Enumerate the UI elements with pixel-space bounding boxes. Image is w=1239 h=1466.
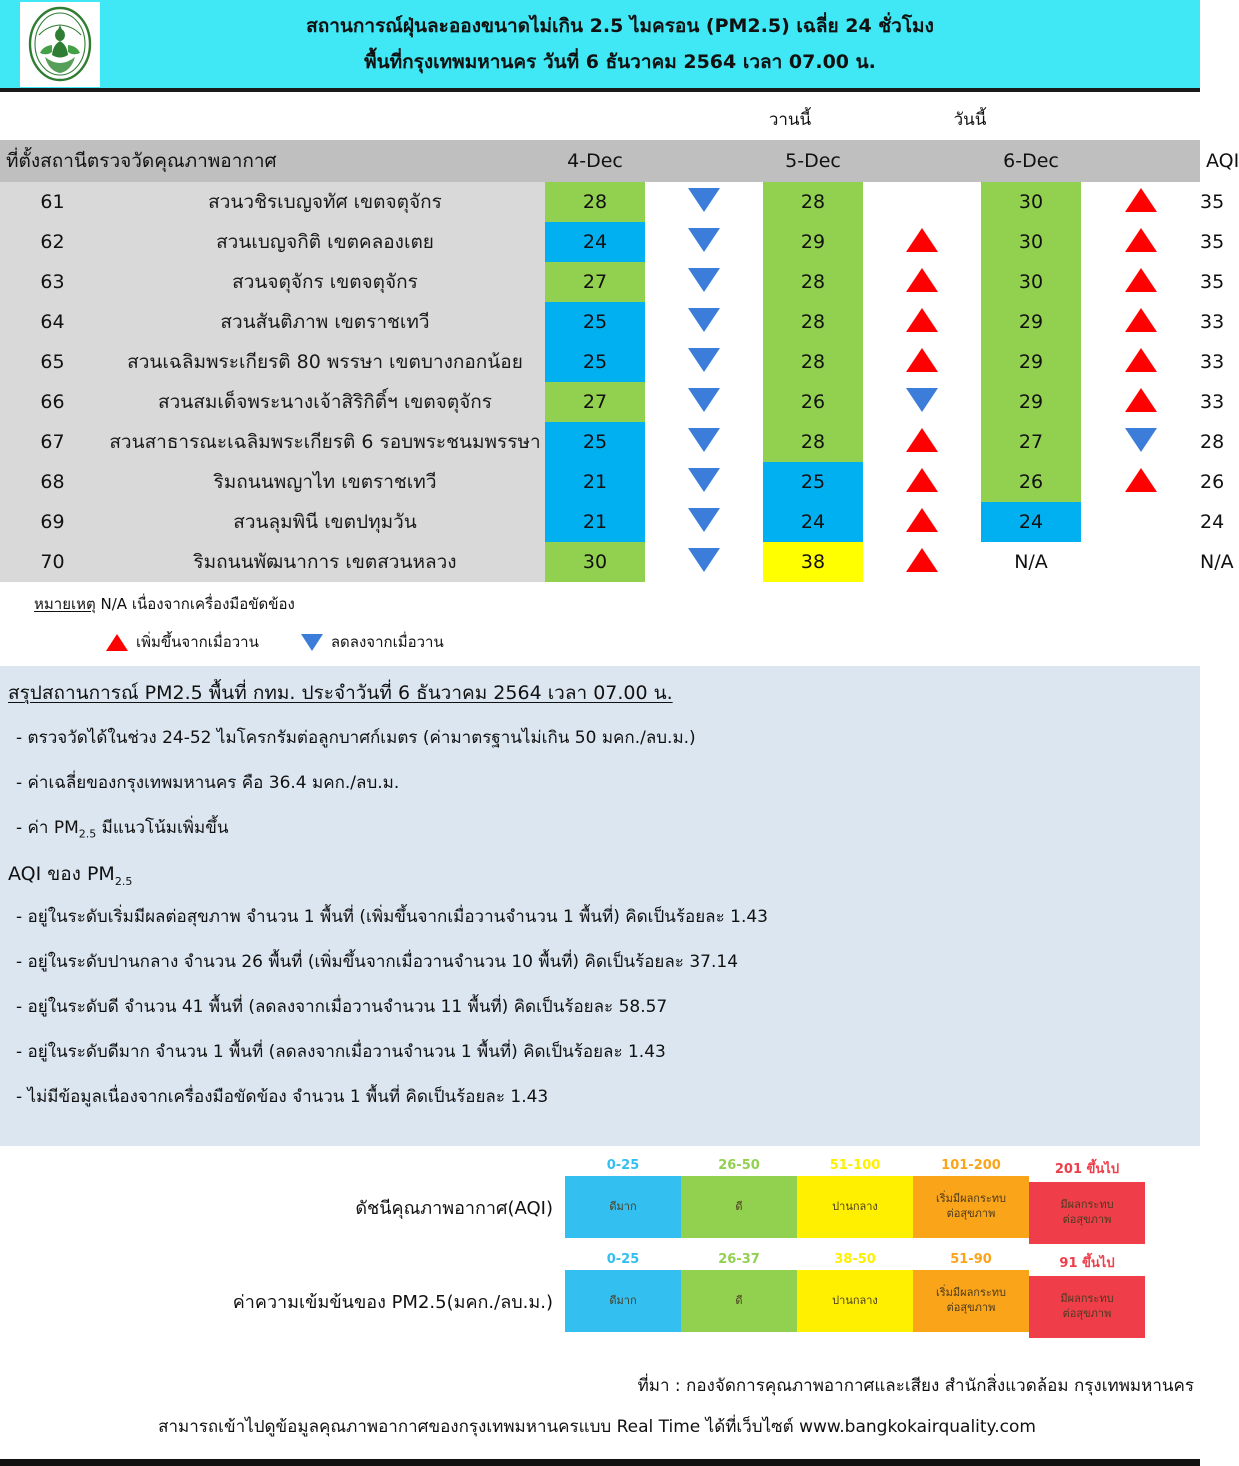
station-name: สวนเบญจกิติ เขตคลองเตย	[105, 222, 545, 262]
station-name: สวนสันติภาพ เขตราชเทวี	[105, 302, 545, 342]
trend-5to6dec	[863, 342, 981, 382]
down-arrow-icon	[688, 348, 720, 372]
trend-aqi	[1081, 502, 1200, 542]
legend-swatch	[797, 1270, 913, 1332]
trend-5to6dec	[863, 222, 981, 262]
legend-level-label: ดีมาก	[609, 1293, 637, 1307]
value-4dec: 28	[545, 182, 645, 222]
legend-swatch	[681, 1176, 797, 1238]
value-5dec: 38	[763, 542, 863, 582]
value-5dec: 24	[763, 502, 863, 542]
legend-level-label: ดี	[735, 1199, 743, 1213]
table-notes	[0, 582, 1200, 658]
legend-scale-aqi	[565, 1158, 1145, 1244]
table-row: 68 ริมถนนพญาไท เขตราชเทวี 21 25 26 26	[0, 462, 1200, 502]
trend-aqi	[1081, 302, 1200, 342]
legend-label-pm25: ค่าความเข้มข้นของ PM2.5(มคก./ลบ.ม.)	[232, 1292, 553, 1313]
legend-swatch	[565, 1270, 681, 1332]
legend-range-label: 0-25	[606, 1158, 640, 1173]
trend-aqi	[1081, 422, 1200, 462]
header-title-line1: สถานการณ์ฝุ่นละอองขนาดไม่เกิน 2.5 ไมครอน (PM2.5) เฉลี่ย 24 ชั่วโมง	[306, 14, 934, 37]
station-measurements-table	[0, 140, 1239, 582]
down-arrow-icon	[688, 468, 720, 492]
value-6dec: 29	[981, 342, 1081, 382]
legend-range-label: 51-90	[950, 1252, 992, 1267]
trend-aqi	[1081, 262, 1200, 302]
legend-cell	[681, 1158, 797, 1244]
value-5dec: 28	[763, 262, 863, 302]
value-5dec: 25	[763, 462, 863, 502]
day-label-row	[0, 92, 1200, 140]
value-6dec: 30	[981, 262, 1081, 302]
column-header-arrow-2	[863, 140, 981, 182]
trend-4to5dec	[645, 502, 763, 542]
value-5dec: 28	[763, 422, 863, 462]
legend-label-aqi: ดัชนีคุณภาพอากาศ(AQI)	[355, 1198, 553, 1219]
note-increase-label: เพิ่มขึ้นจากเมื่อวาน	[136, 633, 259, 651]
label-yesterday: วานนี้	[768, 110, 812, 130]
station-name: ริมถนนพญาไท เขตราชเทวี	[105, 462, 545, 502]
column-header-arrow-1	[645, 140, 763, 182]
legend-range-label: 91 ขึ้นไป	[1059, 1256, 1115, 1271]
down-arrow-icon	[688, 188, 720, 212]
legend-range-label: 0-25	[606, 1252, 640, 1267]
summary-bullet-trend	[16, 814, 1200, 841]
up-arrow-icon	[906, 268, 938, 292]
table-header-row: ที่ตั้งสถานีตรวจวัดคุณภาพอากาศ 4-Dec 5-Dec 6-Dec AQI	[0, 140, 1200, 182]
note-na	[34, 592, 1200, 616]
footer-source: ที่มา : กองจัดการคุณภาพอากาศและเสียง สำนักสิ่งแวดล้อม กรุงเทพมหานคร	[637, 1376, 1194, 1396]
value-4dec: 25	[545, 422, 645, 462]
legend-level-label: ปานกลาง	[832, 1199, 878, 1213]
up-arrow-icon	[1125, 348, 1157, 372]
up-arrow-icon	[906, 348, 938, 372]
column-header-5dec: 5-Dec	[763, 140, 863, 182]
up-arrow-icon	[906, 508, 938, 532]
trend-5to6dec	[863, 182, 981, 222]
value-5dec: 28	[763, 342, 863, 382]
legend-swatch	[913, 1176, 1029, 1238]
trend-5to6dec	[863, 502, 981, 542]
trend-4to5dec	[645, 422, 763, 462]
up-arrow-icon	[106, 634, 128, 651]
station-name: ริมถนนพัฒนาการ เขตสวนหลวง	[105, 542, 545, 582]
trend-4to5dec	[645, 382, 763, 422]
table-row: 62 สวนเบญจกิติ เขตคลองเตย 24 29 30 35	[0, 222, 1200, 262]
note-arrow-legend	[106, 630, 1200, 654]
table-row: 67 สวนสาธารณะเฉลิมพระเกียรติ 6 รอบพระชนมพรรษา 25 28 27 28	[0, 422, 1200, 462]
value-5dec: 29	[763, 222, 863, 262]
down-arrow-icon	[688, 508, 720, 532]
trend-5to6dec	[863, 302, 981, 342]
bma-seal-logo	[20, 2, 100, 87]
up-arrow-icon	[1125, 268, 1157, 292]
legend-level-label: ปานกลาง	[832, 1293, 878, 1307]
aqi-heading-prefix: AQI ของ PM	[8, 863, 115, 885]
legend-level-label: ดีมาก	[609, 1199, 637, 1213]
up-arrow-icon	[906, 308, 938, 332]
legend-level-label: ต่อสุขภาพ	[1062, 1213, 1112, 1226]
value-4dec: 21	[545, 502, 645, 542]
trend-5to6dec	[863, 262, 981, 302]
header-title-block	[100, 8, 1200, 80]
down-arrow-icon	[688, 308, 720, 332]
table-row: 66 สวนสมเด็จพระนางเจ้าสิริกิติ์ฯ เขตจตุจักร 27 26 29 33	[0, 382, 1200, 422]
down-arrow-icon	[688, 548, 720, 572]
summary-bullet-average: - ค่าเฉลี่ยของกรุงเทพมหานคร คือ 36.4 มคก./ลบ.ม.	[16, 773, 400, 793]
up-arrow-icon	[1125, 388, 1157, 412]
table-row: 64 สวนสันติภาพ เขตราชเทวี 25 28 29 33	[0, 302, 1200, 342]
legend-swatch	[565, 1176, 681, 1238]
column-header-arrow-3	[1081, 140, 1200, 182]
trend-4to5dec	[645, 342, 763, 382]
station-number: 68	[0, 462, 105, 502]
trend-aqi	[1081, 222, 1200, 262]
summary-title: สรุปสถานการณ์ PM2.5 พื้นที่ กทม. ประจำวันที่ 6 ธันวาคม 2564 เวลา 07.00 น.	[8, 682, 673, 704]
trend-5to6dec	[863, 542, 981, 582]
column-header-4dec: 4-Dec	[545, 140, 645, 182]
down-arrow-icon	[301, 634, 323, 651]
value-4dec: 27	[545, 262, 645, 302]
summary-bullet-very-good: - อยู่ในระดับดีมาก จำนวน 1 พื้นที่ (ลดลงจากเมื่อวานจำนวน 1 พื้นที่) คิดเป็นร้อยละ 1.43	[16, 1042, 666, 1062]
down-arrow-icon	[688, 268, 720, 292]
value-6dec: 30	[981, 222, 1081, 262]
legend-range-label: 51-100	[829, 1158, 881, 1173]
station-name: สวนสมเด็จพระนางเจ้าสิริกิติ์ฯ เขตจตุจักร	[105, 382, 545, 422]
down-arrow-icon	[688, 428, 720, 452]
trend-subscript: 2.5	[78, 827, 97, 841]
page-header	[0, 0, 1200, 92]
station-number: 66	[0, 382, 105, 422]
down-arrow-icon	[688, 388, 720, 412]
legend-row-pm25	[0, 1252, 1200, 1338]
station-name: สวนวชิรเบญจทัศ เขตจตุจักร	[105, 182, 545, 222]
legend-swatch	[797, 1176, 913, 1238]
legend-row-aqi	[0, 1158, 1200, 1244]
value-6dec: 27	[981, 422, 1081, 462]
summary-bullet-unhealthy-sensitive: - อยู่ในระดับเริ่มมีผลต่อสุขภาพ จำนวน 1 พื้นที่ (เพิ่มขึ้นจากเมื่อวานจำนวน 1 พื้นที่) คิดเป็นร้อยละ 1.43	[16, 907, 768, 927]
legend-cell	[1029, 1252, 1145, 1338]
legend-scale-pm25	[565, 1252, 1145, 1338]
value-4dec: 24	[545, 222, 645, 262]
footer-bar	[0, 1459, 1200, 1466]
trend-5to6dec	[863, 422, 981, 462]
down-arrow-icon	[688, 228, 720, 252]
trend-aqi	[1081, 542, 1200, 582]
summary-bullet-range: - ตรวจวัดได้ในช่วง 24-52 ไมโครกรัมต่อลูกบาศก์เมตร (ค่ามาตรฐานไม่เกิน 50 มคก./ลบ.ม.)	[16, 728, 696, 748]
value-4dec: 27	[545, 382, 645, 422]
legend-swatch	[913, 1270, 1029, 1332]
legend-cell	[797, 1252, 913, 1338]
table-row: 61 สวนวชิรเบญจทัศ เขตจตุจักร 28 28 30 35	[0, 182, 1200, 222]
legend-level-label: ต่อสุขภาพ	[946, 1207, 996, 1220]
value-5dec: 28	[763, 182, 863, 222]
legend-cell	[1029, 1158, 1145, 1244]
table-row: 69 สวนลุมพินี เขตปทุมวัน 21 24 24 24	[0, 502, 1200, 542]
trend-suffix: มีแนวโน้มเพิ่มขึ้น	[96, 818, 229, 838]
legend-cell	[681, 1252, 797, 1338]
trend-4to5dec	[645, 222, 763, 262]
summary-bullet-no-data: - ไม่มีข้อมูลเนื่องจากเครื่องมือขัดข้อง จำนวน 1 พื้นที่ คิดเป็นร้อยละ 1.43	[16, 1087, 549, 1107]
legend-level-label: ต่อสุขภาพ	[946, 1301, 996, 1314]
summary-bullet-moderate: - อยู่ในระดับปานกลาง จำนวน 26 พื้นที่ (เพิ่มขึ้นจากเมื่อวานจำนวน 10 พื้นที่) คิดเป็นร้อยละ 37.14	[16, 952, 739, 972]
note-decrease-label: ลดลงจากเมื่อวาน	[330, 633, 444, 651]
color-scale-legend	[0, 1146, 1200, 1338]
legend-level-label: มีผลกระทบ	[1060, 1198, 1114, 1212]
value-6dec: 30	[981, 182, 1081, 222]
legend-range-label: 38-50	[834, 1252, 876, 1267]
up-arrow-icon	[1125, 308, 1157, 332]
station-name: สวนสาธารณะเฉลิมพระเกียรติ 6 รอบพระชนมพรรษา	[105, 422, 545, 462]
table-body	[0, 182, 1234, 582]
up-arrow-icon	[1125, 468, 1157, 492]
station-number: 64	[0, 302, 105, 342]
down-arrow-icon	[906, 388, 938, 412]
trend-4to5dec	[645, 182, 763, 222]
up-arrow-icon	[906, 468, 938, 492]
label-today: วันนี้	[953, 110, 987, 130]
legend-range-label: 201 ขึ้นไป	[1054, 1162, 1120, 1177]
up-arrow-icon	[1125, 188, 1157, 212]
legend-cell	[565, 1252, 681, 1338]
note-na-text: N/A เนื่องจากเครื่องมือขัดข้อง	[100, 595, 295, 613]
legend-swatch	[1029, 1182, 1145, 1244]
summary-panel	[0, 666, 1200, 1146]
down-arrow-icon	[1125, 428, 1157, 452]
station-table-section	[0, 92, 1239, 582]
station-number: 62	[0, 222, 105, 262]
trend-4to5dec	[645, 302, 763, 342]
footer-website: สามารถเข้าไปดูข้อมูลคุณภาพอากาศของกรุงเทพมหานครแบบ Real Time ได้ที่เว็บไซต์ www.bangkokairquality.com	[158, 1416, 1036, 1437]
legend-cell	[913, 1158, 1029, 1244]
legend-cell	[797, 1158, 913, 1244]
trend-5to6dec	[863, 382, 981, 422]
legend-level-label: ต่อสุขภาพ	[1062, 1307, 1112, 1320]
station-name: สวนจตุจักร เขตจตุจักร	[105, 262, 545, 302]
trend-5to6dec	[863, 462, 981, 502]
aqi-heading-subscript: 2.5	[114, 874, 133, 888]
value-6dec: 24	[981, 502, 1081, 542]
value-4dec: 21	[545, 462, 645, 502]
trend-aqi	[1081, 462, 1200, 502]
value-6dec: N/A	[1014, 551, 1048, 573]
summary-bullet-good: - อยู่ในระดับดี จำนวน 41 พื้นที่ (ลดลงจากเมื่อวานจำนวน 11 พื้นที่) คิดเป็นร้อยละ 58.57	[16, 997, 668, 1017]
station-name: สวนลุมพินี เขตปทุมวัน	[105, 502, 545, 542]
legend-cell	[565, 1158, 681, 1244]
note-label: หมายเหตุ	[34, 595, 96, 613]
legend-level-label: ดี	[735, 1293, 743, 1307]
value-6dec: 29	[981, 382, 1081, 422]
station-name: สวนเฉลิมพระเกียรติ 80 พรรษา เขตบางกอกน้อย	[105, 342, 545, 382]
trend-4to5dec	[645, 542, 763, 582]
station-number: 63	[0, 262, 105, 302]
value-6dec: 26	[981, 462, 1081, 502]
table-row: 70 ริมถนนพัฒนาการ เขตสวนหลวง 30 38 N/A N/A	[0, 542, 1200, 582]
value-4dec: 30	[545, 542, 645, 582]
station-number: 61	[0, 182, 105, 222]
trend-aqi	[1081, 342, 1200, 382]
up-arrow-icon	[906, 548, 938, 572]
station-number: 70	[0, 542, 105, 582]
table-row: 63 สวนจตุจักร เขตจตุจักร 27 28 30 35	[0, 262, 1200, 302]
legend-swatch	[681, 1270, 797, 1332]
header-title-line2: พื้นที่กรุงเทพมหานคร วันที่ 6 ธันวาคม 2564 เวลา 07.00 น.	[364, 51, 876, 73]
station-number: 67	[0, 422, 105, 462]
station-number: 65	[0, 342, 105, 382]
summary-aqi-heading	[8, 859, 1200, 889]
page-footer	[0, 1346, 1200, 1448]
legend-cell	[913, 1252, 1029, 1338]
value-5dec: 28	[763, 302, 863, 342]
legend-level-label: เริ่มมีผลกระทบ	[935, 1286, 1007, 1300]
column-header-station: ที่ตั้งสถานีตรวจวัดคุณภาพอากาศ	[0, 140, 545, 182]
value-6dec: 29	[981, 302, 1081, 342]
trend-prefix: - ค่า PM	[16, 818, 79, 838]
legend-range-label: 101-200	[941, 1158, 1001, 1173]
value-4dec: 25	[545, 342, 645, 382]
legend-swatch	[1029, 1276, 1145, 1338]
legend-level-label: เริ่มมีผลกระทบ	[935, 1192, 1007, 1206]
trend-aqi	[1081, 382, 1200, 422]
column-header-6dec: 6-Dec	[981, 140, 1081, 182]
trend-4to5dec	[645, 462, 763, 502]
station-number: 69	[0, 502, 105, 542]
up-arrow-icon	[906, 428, 938, 452]
legend-level-label: มีผลกระทบ	[1060, 1292, 1114, 1306]
trend-4to5dec	[645, 262, 763, 302]
trend-aqi	[1081, 182, 1200, 222]
legend-range-label: 26-50	[718, 1158, 760, 1173]
legend-range-label: 26-37	[718, 1252, 760, 1267]
value-4dec: 25	[545, 302, 645, 342]
up-arrow-icon	[1125, 228, 1157, 252]
value-5dec: 26	[763, 382, 863, 422]
up-arrow-icon	[906, 228, 938, 252]
table-row: 65 สวนเฉลิมพระเกียรติ 80 พรรษา เขตบางกอกน้อย 25 28 29 33	[0, 342, 1200, 382]
